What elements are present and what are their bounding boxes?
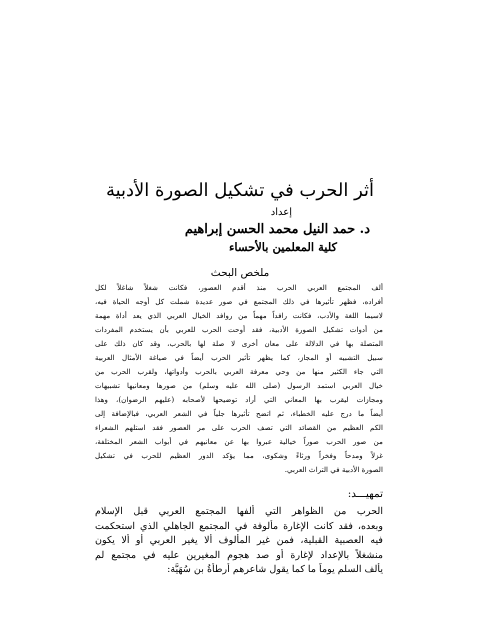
author-affiliation: كلية المعلمين بالأحساء	[228, 240, 337, 254]
abstract-body	[95, 281, 383, 477]
abstract-line: لاسيما اللغة والأدب، فكانت رافداً مهماً من روافد الخيال العربي الذي يعد أداة مهمة	[95, 311, 383, 320]
abstract-line: الكم العظيم من القصائد التي تصف الحرب على مر العصور فقد استلهم الشعراء	[95, 423, 383, 432]
abstract-line: من أدوات تشكيل الصورة الأدبية، فقد أوحت الحرب للعربي بأن يستخدم المفردات	[95, 325, 383, 334]
abstract-line: التي جاء الكثير منها من وحي معرفة العربي بالحرب وأدواتها، ولقرب الحرب من	[95, 367, 383, 376]
intro-line: فيه العصبية القبلية، فمن غير المألوف ألا يغير العربي أو ألا يكون	[95, 535, 383, 546]
intro-heading: تمهيـــد:	[347, 488, 383, 500]
abstract-line: الصورة الأدبية في التراث العربي.	[284, 465, 383, 474]
abstract-line: أيضاً ما درج عليه الخطباء، ثم اتضح تأثيرها جلياً في الشعر العربي، فبالإضافة إلى	[95, 409, 383, 418]
intro-line: الحرب من الظواهر التي ألفها المجتمع العربي قبل الإسلام	[95, 506, 383, 517]
intro-body	[95, 505, 383, 578]
abstract-line: ومجازات ليقرب بها المعاني التي أراد توضيحها لأصحابه (عليهم الرضوان)، وهذا	[95, 395, 383, 404]
prepared-by-label: إعداد	[270, 207, 292, 218]
abstract-line: المتصلة بها في الدلالة على معان أخرى لا صلة لها بالحرب، وقد كان ذلك على	[95, 339, 383, 348]
paper-title: أثر الحرب في تشكيل الصورة الأدبية	[105, 180, 375, 201]
abstract-line: غزلاً ومدحاً وفخراً ورثاءً وشكوى، مما يؤكد الدور العظيم للحرب في تشكيل	[95, 451, 383, 460]
abstract-line: خيال العربي استمد الرسول (صلى الله عليه وسلم) من صورها ومعانيها تشبيهات	[95, 381, 383, 390]
abstract-line: سبيل التشبيه أو المجاز، كما يظهر تأثير الحرب أيضاً في صياغة الأمثال العربية	[95, 353, 383, 362]
abstract-line: أفراده، فظهر تأثيرها في ذلك المجتمع في صور عديدة شملت كل أوجه الحياة فيه،	[95, 297, 383, 306]
abstract-line: ألف المجتمع العربي الحرب منذ أقدم العصور، فكانت شغلاً شاغلاً لكل	[95, 283, 383, 292]
intro-line: يألف السلم يوماً ما كما يقول شاعرهم أُرطأةُ بن سُهَيَّة:	[167, 564, 383, 575]
intro-line: منشغلاً بالإعداد لإغارة أو صد هجوم المغيرين عليه في مجتمع لم	[95, 549, 383, 561]
abstract-line: من صور الحرب صوراً خيالية عبروا بها عن معانيهم في أبواب الشعر المختلفة،	[95, 437, 383, 446]
abstract-heading: ملخص البحث	[210, 267, 270, 279]
intro-line: وبعده، فقد كانت الإغارة مألوفة في المجتمع الجاهلي الذي استحكمت	[95, 520, 383, 532]
author-name: د. حمد النيل محمد الحسن إبراهيم	[184, 222, 370, 237]
